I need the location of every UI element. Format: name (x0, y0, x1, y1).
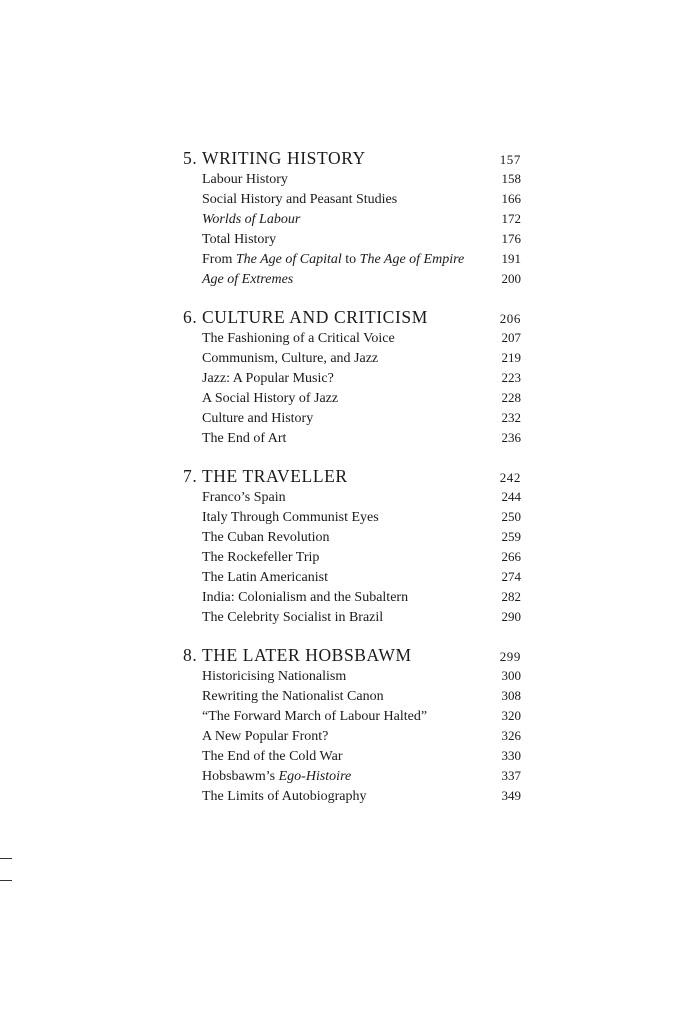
toc-entry-title-text: Total History (202, 232, 277, 247)
toc-entry-title (202, 170, 288, 190)
toc-entry (183, 607, 521, 627)
toc-entry-page-number: 228 (501, 390, 521, 405)
toc-entry-page-number: 326 (501, 728, 521, 743)
toc-entry-title (202, 429, 286, 449)
toc-entry-title (202, 588, 408, 608)
toc-entry-title-text: Jazz: A Popular Music? (202, 371, 334, 386)
toc-entry-page-number: 337 (501, 768, 521, 783)
toc-entry-title (202, 787, 366, 807)
toc-entry-page-number: 207 (501, 330, 521, 345)
toc-entry-title (202, 349, 378, 369)
toc-entry-title-text: Social History and Peasant Studies (202, 192, 398, 207)
chapter-heading (183, 148, 521, 169)
toc-entry-page-number: 176 (501, 231, 521, 246)
toc-entry-title-text: The End of Art (202, 431, 287, 446)
toc-entry-title-text: Labour History (202, 172, 288, 187)
toc-entry (183, 686, 521, 706)
toc-entry-title (202, 767, 351, 787)
toc-entry-page-number: 250 (501, 509, 521, 524)
chapter-section (183, 307, 521, 448)
chapter-section (183, 645, 521, 806)
chapter-title: THE TRAVELLER (202, 466, 348, 486)
toc-entry-page-number: 244 (501, 489, 521, 504)
toc-entry (183, 746, 521, 766)
toc-entry (183, 547, 521, 567)
toc-entry-page-number: 172 (501, 211, 521, 226)
toc-entry-title-italic: The Age of Capital (235, 252, 342, 267)
toc-entry-page-number: 236 (501, 430, 521, 445)
toc-entry (183, 527, 521, 547)
toc-entry-title (202, 508, 379, 528)
toc-entry-page-number: 308 (501, 688, 521, 703)
toc-entry (183, 348, 521, 368)
toc-entry-title-text: The Latin Americanist (202, 570, 328, 585)
toc-entry-page-number: 259 (501, 529, 521, 544)
toc-entry-title-text: The Limits of Autobiography (202, 789, 367, 804)
toc-entry-title (202, 409, 313, 429)
chapter-number: 8. (183, 645, 198, 665)
toc-entry-title (202, 747, 343, 767)
toc-entry-title-text: Communism, Culture, and Jazz (202, 351, 379, 366)
toc-entry (183, 169, 521, 189)
toc-entry-title-text: Historicising Nationalism (202, 669, 347, 684)
toc-entry-title (202, 250, 464, 270)
chapter-title-group (183, 645, 412, 666)
toc-entry-page-number: 158 (501, 171, 521, 186)
toc-entry-title-text: The Celebrity Socialist in Brazil (202, 610, 384, 625)
toc-entry-title-text: A Social History of Jazz (202, 391, 339, 406)
toc-entry-title-italic: The Age of Empire (359, 252, 465, 267)
chapter-heading (183, 645, 521, 666)
toc-entry-title (202, 528, 330, 548)
toc-entry-title-text: The Cuban Revolution (202, 530, 330, 545)
toc-entry-title-text: The Fashioning of a Critical Voice (202, 331, 395, 346)
chapter-heading (183, 307, 521, 328)
toc-entry-title-text: Rewriting the Nationalist Canon (202, 689, 384, 704)
chapter-title-group (183, 466, 348, 487)
toc-entry-title-italic: Age of Extremes (202, 272, 294, 287)
chapter-section (183, 148, 521, 289)
chapter-title-group (183, 307, 428, 328)
toc-entry (183, 507, 521, 527)
toc-entry-title (202, 727, 328, 747)
toc-entry-title (202, 488, 286, 508)
toc-entry (183, 567, 521, 587)
toc-entry (183, 209, 521, 229)
toc-entry-title-italic: Worlds of Labour (202, 212, 301, 227)
toc-entry-title-text: Italy Through Communist Eyes (202, 510, 379, 525)
toc-entry-page-number: 200 (501, 271, 521, 286)
toc-entry-title-text: Culture and History (202, 411, 314, 426)
crop-mark-upper (0, 858, 12, 859)
chapter-number: 5. (183, 148, 198, 168)
chapter-page-number: 206 (499, 311, 521, 326)
toc-entry (183, 388, 521, 408)
chapter-page-number: 299 (499, 649, 521, 664)
toc-entry (183, 786, 521, 806)
toc-entry-page-number: 266 (501, 549, 521, 564)
toc-entry-page-number: 191 (501, 251, 521, 266)
toc-entry-page-number: 274 (501, 569, 521, 584)
toc-entry (183, 487, 521, 507)
toc-entry-title-text: A New Popular Front? (202, 729, 329, 744)
toc-entry-title (202, 369, 334, 389)
toc-entry (183, 587, 521, 607)
chapter-page-number: 242 (499, 470, 521, 485)
toc-entry-page-number: 282 (501, 589, 521, 604)
toc-entry-title (202, 608, 383, 628)
toc-entry-page-number: 223 (501, 370, 521, 385)
crop-mark-lower (0, 880, 12, 881)
toc-entry-title (202, 329, 395, 349)
toc-entry-title-text: The Rockefeller Trip (202, 550, 320, 565)
toc-entry-page-number: 166 (501, 191, 521, 206)
toc-entry (183, 229, 521, 249)
toc-entry-page-number: 232 (501, 410, 521, 425)
toc-entry-title-text: Franco’s Spain (202, 490, 286, 505)
toc-entry-title (202, 190, 397, 210)
chapter-page-number: 157 (499, 152, 521, 167)
toc-entry-title (202, 210, 300, 230)
toc-entry-title-italic: Ego-Histoire (278, 769, 352, 784)
toc-entry (183, 269, 521, 289)
toc-entry-title (202, 270, 293, 290)
chapter-heading (183, 466, 521, 487)
chapter-title: CULTURE AND CRITICISM (202, 307, 428, 327)
toc-entry (183, 726, 521, 746)
toc-entry-title (202, 548, 319, 568)
table-of-contents (183, 148, 521, 824)
toc-entry-title (202, 389, 338, 409)
toc-entry-title-text: The End of the Cold War (202, 749, 343, 764)
toc-entry-title-text: India: Colonialism and the Subaltern (202, 590, 409, 605)
chapter-title: THE LATER HOBSBAWM (202, 645, 412, 665)
chapter-title-group (183, 148, 366, 169)
toc-entry (183, 766, 521, 786)
toc-entry-page-number: 320 (501, 708, 521, 723)
toc-entry-page-number: 330 (501, 748, 521, 763)
toc-entry (183, 706, 521, 726)
toc-entry-title-text: to (341, 252, 360, 267)
toc-entry-title-text: Hobsbawm’s (202, 769, 279, 784)
chapter-title: WRITING HISTORY (202, 148, 366, 168)
toc-entry (183, 408, 521, 428)
toc-entry-page-number: 349 (501, 788, 521, 803)
toc-entry-title-text: “The Forward March of Labour Halted” (202, 709, 428, 724)
toc-entry-title (202, 707, 427, 727)
toc-entry-page-number: 300 (501, 668, 521, 683)
toc-entry (183, 249, 521, 269)
toc-entry (183, 666, 521, 686)
toc-entry (183, 189, 521, 209)
toc-entry-title (202, 667, 346, 687)
toc-entry (183, 328, 521, 348)
toc-entry-page-number: 219 (501, 350, 521, 365)
toc-entry-title (202, 568, 328, 588)
toc-entry-title (202, 230, 276, 250)
toc-entry-page-number: 290 (501, 609, 521, 624)
chapter-number: 6. (183, 307, 198, 327)
toc-entry (183, 428, 521, 448)
toc-entry-title (202, 687, 384, 707)
toc-entry-title-text: From (202, 252, 236, 267)
toc-entry (183, 368, 521, 388)
chapter-section (183, 466, 521, 627)
chapter-number: 7. (183, 466, 198, 486)
